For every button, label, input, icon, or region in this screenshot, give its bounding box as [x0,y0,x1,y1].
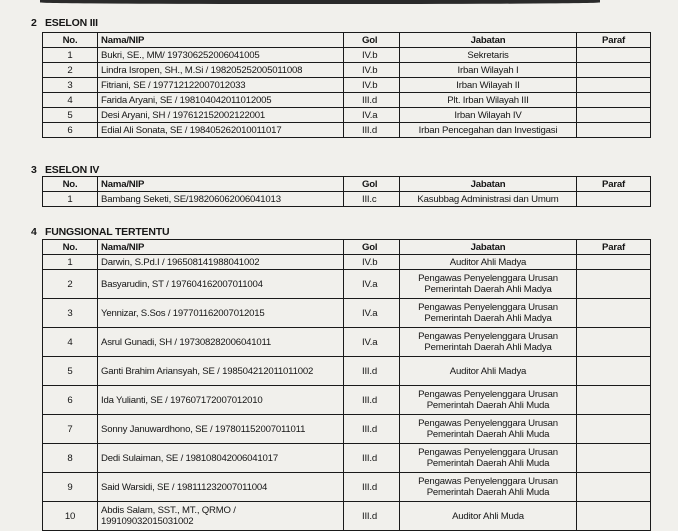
cell-no: 4 [43,328,98,357]
cell-gol: III.d [344,386,400,415]
cell-gol: IV.a [344,270,400,299]
table-header-row [43,177,651,192]
nama-nip-text: Edial Ali Sonata, SE / 198405262010011017 [101,124,282,136]
nama-nip-text: Abdis Salam, SST., MT., QRMO / [101,505,236,516]
cell-nama-nip [98,48,344,63]
cell-gol: III.d [344,357,400,386]
cell-paraf-signature[interactable] [577,502,651,531]
jabatan-text: Irban Wilayah I [457,64,519,76]
cell-nama-nip [98,255,344,270]
cell-jabatan [400,123,577,138]
table-row [43,192,651,207]
section-number: 4 [31,226,37,238]
cell-nama-nip [98,473,344,502]
table-row [43,502,651,531]
cell-no: 6 [43,123,98,138]
nama-nip-text: Lindra Isropen, SH., M.Si / 198205252005011008 [101,64,303,76]
table-row [43,415,651,444]
cell-paraf-signature[interactable] [577,48,651,63]
table-row [43,255,651,270]
jabatan-text: Irban Pencegahan dan Investigasi [418,124,558,136]
jabatan-text-line2: Pemerintah Daerah Ahli Muda [426,400,550,411]
cell-nama-nip [98,123,344,138]
cell-no: 2 [43,63,98,78]
cell-gol: III.d [344,444,400,473]
cell-gol: IV.a [344,299,400,328]
cell-no: 6 [43,386,98,415]
header-jabatan: Jabatan [400,240,577,255]
cell-no: 1 [43,48,98,63]
cell-gol: III.d [344,93,400,108]
cell-jabatan [400,108,577,123]
jabatan-text: Pengawas Penyelenggara Urusan [418,331,558,342]
cell-jabatan [400,255,577,270]
header-paraf: Paraf [577,240,651,255]
cell-paraf-signature[interactable] [577,93,651,108]
cell-nama-nip [98,78,344,93]
header-nama: Nama/NIP [98,240,344,255]
cell-jabatan [400,415,577,444]
cell-nama-nip [98,328,344,357]
cell-gol: IV.b [344,48,400,63]
jabatan-text: Auditor Ahli Muda [452,510,524,522]
section-title-fungsional [31,226,169,238]
table-fungsional [42,239,651,531]
jabatan-text: Pengawas Penyelenggara Urusan [418,418,558,429]
table-row [43,78,651,93]
cell-gol: IV.b [344,255,400,270]
header-no: No. [43,33,98,48]
cell-jabatan [400,93,577,108]
cell-no: 8 [43,444,98,473]
header-paraf: Paraf [577,33,651,48]
cell-paraf-signature[interactable] [577,328,651,357]
table-row [43,123,651,138]
cell-jabatan [400,386,577,415]
table-row [43,386,651,415]
jabatan-text: Pengawas Penyelenggara Urusan [418,302,558,313]
cell-nama-nip [98,386,344,415]
cell-jabatan [400,299,577,328]
table-row [43,270,651,299]
table-header-row [43,33,651,48]
cell-paraf-signature[interactable] [577,78,651,93]
cell-no: 1 [43,255,98,270]
jabatan-text: Auditor Ahli Madya [449,256,527,268]
page-top-edge [40,0,600,4]
cell-no: 5 [43,108,98,123]
nama-nip-text: Basyarudin, ST / 197604162007011004 [101,278,263,290]
nama-nip-text: Ganti Brahim Ariansyah, SE / 198504212011011002 [101,365,314,377]
jabatan-text-line2: Pemerintah Daerah Ahli Madya [424,284,552,295]
jabatan-text: Auditor Ahli Madya [449,365,527,377]
section-number: 2 [31,17,37,29]
cell-nama-nip [98,299,344,328]
nama-nip-text: Said Warsidi, SE / 198111232007011004 [101,481,268,493]
cell-paraf-signature[interactable] [577,108,651,123]
header-jabatan: Jabatan [400,177,577,192]
cell-no: 3 [43,78,98,93]
cell-no: 1 [43,192,98,207]
cell-paraf-signature[interactable] [577,270,651,299]
cell-jabatan [400,357,577,386]
nama-nip-text: Bambang Seketi, SE/198206062006041013 [101,193,281,205]
nama-nip-text: Darwin, S.Pd.I / 196508141988041002 [101,256,260,268]
header-no: No. [43,240,98,255]
jabatan-text-line2: Pemerintah Daerah Ahli Madya [424,313,552,324]
cell-paraf-signature[interactable] [577,255,651,270]
nama-nip-text: Bukri, SE., MM/ 197306252006041005 [101,49,260,61]
nama-nip-text: Fitriani, SE / 197712122007012033 [101,79,246,91]
jabatan-text: Irban Wilayah II [456,79,520,91]
cell-nama-nip [98,108,344,123]
cell-paraf-signature[interactable] [577,192,651,207]
header-paraf: Paraf [577,177,651,192]
header-nama: Nama/NIP [98,33,344,48]
cell-paraf-signature[interactable] [577,123,651,138]
jabatan-text: Plt. Irban Wilayah III [447,94,529,106]
cell-no: 9 [43,473,98,502]
table-row [43,328,651,357]
header-jabatan: Jabatan [400,33,577,48]
jabatan-text: Kasubbag Administrasi dan Umum [417,193,559,205]
section-number: 3 [31,164,37,176]
cell-no: 5 [43,357,98,386]
nama-nip-text: Asrul Gunadi, SH / 197308282006041011 [101,336,272,348]
cell-paraf-signature[interactable] [577,386,651,415]
table-row [43,93,651,108]
jabatan-text-line2: Pemerintah Daerah Ahli Muda [426,487,550,498]
jabatan-text: Pengawas Penyelenggara Urusan [418,389,558,400]
header-no: No. [43,177,98,192]
cell-gol: III.d [344,415,400,444]
table-row [43,444,651,473]
table-eselon-iv [42,176,651,207]
nama-nip-text: Sonny Januwardhono, SE / 197801152007011011 [101,423,306,435]
jabatan-text-line2: Pemerintah Daerah Ahli Madya [424,342,552,353]
cell-paraf-signature[interactable] [577,444,651,473]
header-gol: Gol [344,33,400,48]
table-row [43,48,651,63]
cell-no: 2 [43,270,98,299]
cell-paraf-signature[interactable] [577,415,651,444]
nama-nip-text: Yennizar, S.Sos / 197701162007012015 [101,307,265,319]
cell-paraf-signature[interactable] [577,299,651,328]
cell-nama-nip [98,93,344,108]
cell-gol: III.d [344,473,400,502]
cell-jabatan [400,473,577,502]
cell-nama-nip [98,415,344,444]
table-row [43,473,651,502]
nama-nip-text: Dedi Sulaiman, SE / 198108042006041017 [101,452,278,464]
cell-gol: IV.b [344,78,400,93]
cell-jabatan [400,78,577,93]
cell-paraf-signature[interactable] [577,357,651,386]
section-label: ESELON IV [45,164,100,176]
cell-jabatan [400,63,577,78]
section-title-eselon-iv [31,164,99,176]
cell-gol: III.d [344,502,400,531]
jabatan-text: Pengawas Penyelenggara Urusan [418,476,558,487]
cell-no: 7 [43,415,98,444]
cell-no: 4 [43,93,98,108]
cell-nama-nip [98,502,344,531]
nama-nip-text: Ida Yulianti, SE / 197607172007012010 [101,394,263,406]
nama-nip-text: Desi Aryani, SH / 197612152002122001 [101,109,266,121]
jabatan-text: Sekretaris [467,49,509,61]
table-eselon-iii [42,32,651,138]
table-body [43,48,651,138]
header-nama: Nama/NIP [98,177,344,192]
table-row [43,299,651,328]
cell-gol: IV.a [344,328,400,357]
table-body [43,255,651,531]
jabatan-text: Irban Wilayah IV [454,109,522,121]
cell-jabatan [400,502,577,531]
cell-paraf-signature[interactable] [577,473,651,502]
cell-gol: III.c [344,192,400,207]
jabatan-text-line2: Pemerintah Daerah Ahli Muda [426,429,550,440]
section-label: FUNGSIONAL TERTENTU [45,226,170,238]
cell-jabatan [400,328,577,357]
cell-no: 10 [43,502,98,531]
cell-nama-nip [98,270,344,299]
jabatan-text-line2: Pemerintah Daerah Ahli Muda [426,458,550,469]
section-title-eselon-iii [31,17,98,29]
jabatan-text: Pengawas Penyelenggara Urusan [418,273,558,284]
nama-nip-text: Farida Aryani, SE / 198104042011012005 [101,94,272,106]
header-gol: Gol [344,177,400,192]
cell-nama-nip [98,444,344,473]
cell-jabatan [400,48,577,63]
table-body [43,192,651,207]
cell-jabatan [400,444,577,473]
header-gol: Gol [344,240,400,255]
cell-nama-nip [98,357,344,386]
table-header-row [43,240,651,255]
cell-jabatan [400,192,577,207]
cell-paraf-signature[interactable] [577,63,651,78]
cell-gol: IV.b [344,63,400,78]
section-label: ESELON III [45,17,98,29]
table-row [43,63,651,78]
cell-jabatan [400,270,577,299]
cell-no: 3 [43,299,98,328]
table-row [43,108,651,123]
table-row [43,357,651,386]
jabatan-text: Pengawas Penyelenggara Urusan [418,447,558,458]
cell-nama-nip [98,63,344,78]
cell-gol: IV.a [344,108,400,123]
nama-nip-text-line2: 199109032015031002 [101,516,194,527]
cell-gol: III.d [344,123,400,138]
cell-nama-nip [98,192,344,207]
